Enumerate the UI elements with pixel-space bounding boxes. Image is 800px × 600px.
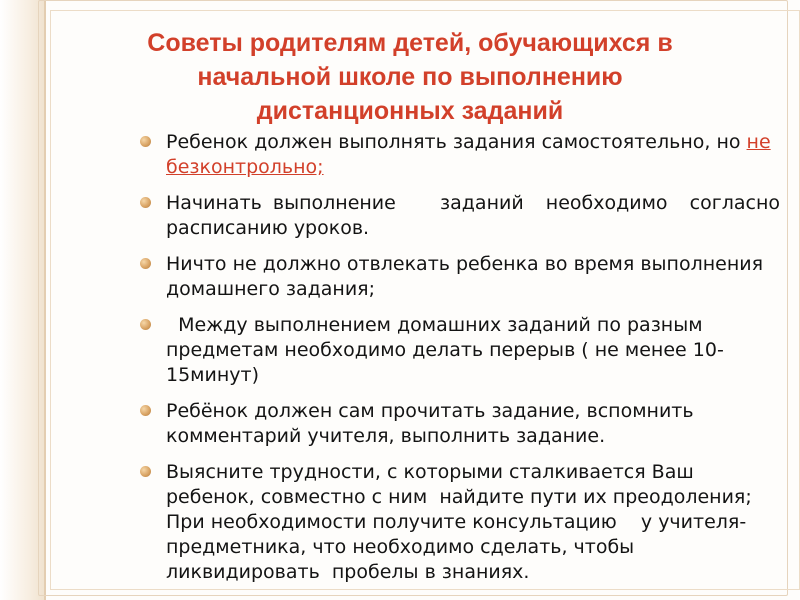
list-item xyxy=(140,252,780,302)
list-item xyxy=(140,460,780,585)
list-item xyxy=(140,191,787,241)
list-item-text: Между выполнением домашних заданий по разным предметам необходимо делать перерыв ( не менее 10-15минут) xyxy=(166,314,724,386)
circle-bullet-icon xyxy=(140,258,151,269)
list-item xyxy=(140,130,780,180)
circle-bullet-icon xyxy=(140,136,151,147)
list-item-text: Ребёнок должен сам прочитать задание, вспомнить комментарий учителя, выполнить задание. xyxy=(166,400,694,447)
list-item xyxy=(140,399,780,449)
list-item-text: Ничто не должно отвлекать ребенка во время выполнения домашнего задания; xyxy=(166,253,764,300)
list-item-text: Ребенок должен выполнять задания самостоятельно, но xyxy=(166,131,747,153)
circle-bullet-icon xyxy=(140,197,151,208)
circle-bullet-icon xyxy=(140,319,151,330)
slide-title: Советы родителям детей, обучающихся в начальной школе по выполнению дистанционных заданий xyxy=(147,29,673,125)
circle-bullet-icon xyxy=(140,466,151,477)
circle-bullet-icon xyxy=(140,405,151,416)
slide-body xyxy=(140,130,787,585)
list-item xyxy=(140,313,780,388)
list-item-accent-text: не безконтрольно; xyxy=(166,131,771,178)
list-item-text: Начинать выполнение заданий необходимо согласно расписанию уроков. xyxy=(166,192,787,239)
bullet-list xyxy=(140,130,787,585)
list-item-text: Выясните трудности, с которыми сталкивается Ваш ребенок, совместно с ним найдите пути их преодоления; При необходимости получите консультацию у учителя- предметника, что необходимо сделать, чтобы ликвидировать пробелы в знаниях. xyxy=(166,461,758,583)
